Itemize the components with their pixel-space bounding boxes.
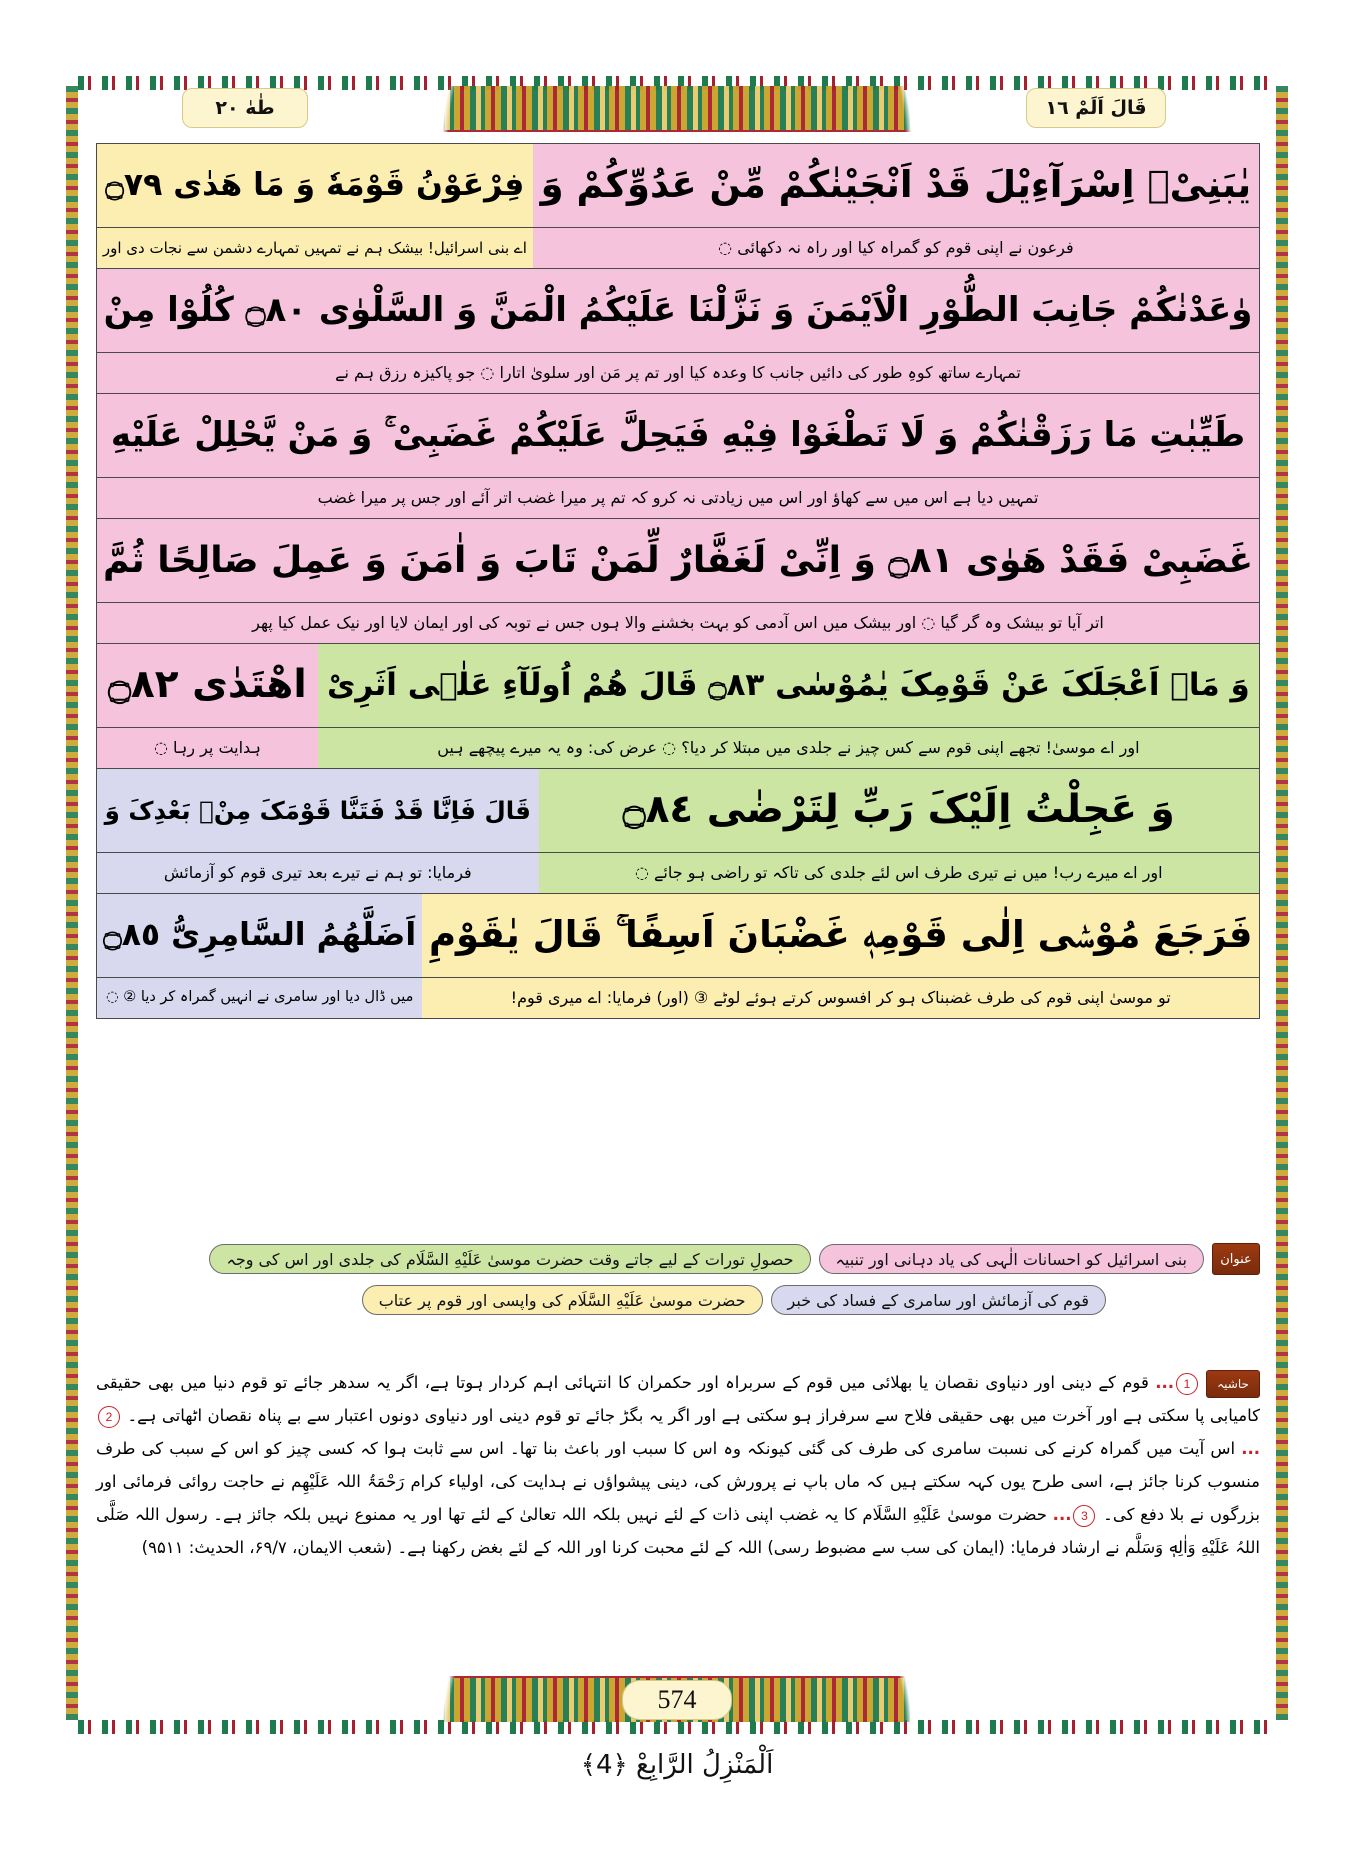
ayah-text: فِرْعَوْنُ قَوْمَهٗ وَ مَا هَدٰی ۝٧٩ [105,166,525,203]
translation-text: اور اے موسیٰ! تجھے اپنی قوم سے کس چیز نے جلدی میں مبتلا کر دیا؟ ◌ عرض کی: وہ یہ میرے پیچھے ہیں [437,738,1140,758]
translation-row-7-segment-2 [97,978,422,1018]
footnote-marker[interactable]: 2 [98,1406,120,1428]
ayah-text: غَضَبِیْ فَقَدْ هَوٰی ۝٨١ وَ اِنِّیْ لَغَفَّارٌ لِّمَنْ تَابَ وَ اٰمَنَ وَ عَمِلَ صَالِحًا ثُمَّ [102,539,1254,581]
footnote-text: قوم کے دینی اور دنیاوی نقصان یا بھلائی میں قوم کے سربراہ اور حکمران کا انتہائی اہم کردار ہوتا ہے، اگر یہ سدھر جائے تو قوم دنیا میں بھی حقیقی کامیابی پا سکتی ہے اور آخرت میں بھی حقیقی فلاح سے سرفراز ہو سکتی ہے اور اگر یہ بگڑ جائے تو قوم دینی اور دنیاوی دونوں اعتبار سے بے پناہ نقصان اٹھاتی ہے۔ [96,1373,1260,1425]
ayah-row-1-segment-2 [97,144,533,227]
topic-pill[interactable]: حصولِ تورات کے لیے جاتے وقت حضرت موسیٰ عَلَیْهِ السَّلَام کی جلدی اور اس کی وجہ [209,1244,810,1274]
ayah-row-3 [96,393,1260,477]
translation-text: اے بنی اسرائیل! بیشک ہم نے تمہیں تمہارے دشمن سے نجات دی اور [102,238,527,257]
translation-row-3 [96,477,1260,518]
topic-line-1 [96,1243,1260,1275]
translation-row-1-segment-2 [97,228,533,268]
ayah-row-3-segment-1 [97,394,1259,477]
footnote-text: اس آیت میں گمراہ کرنے کی نسبت سامری کی طرف کی گئی کیونکہ وہ اس کا سبب اور باعث بنا تھا۔ اس سے ثابت ہوا کہ کسی چیز کو اس کے سبب کی طرف منسوب کرنا جائز ہے، اسی طرح یوں کہہ سکتے ہیں کہ ماں باپ نے پرورش کی، دینی پیشواؤں نے ہدایت کی، اولیاء کرام رَحْمَۃُ اللہ عَلَیْهِم نے حاجت روائی فرمائی اور بزرگوں نے بلا دفع کی۔ [96,1439,1260,1524]
manzil-label: اَلْمَنْزِلُ الرَّابِعْ ﴿4﴾ [580,1750,774,1780]
translation-row-2-segment-1 [97,353,1259,393]
ayah-text: وٰعَدْنٰکُمْ جَانِبَ الطُّوْرِ الْاَیْمَنَ وَ نَزَّلْنَا عَلَیْکُمُ الْمَنَّ وَ السَّلْوٰی ۝٨٠ کُلُوْا مِنْ [103,289,1253,330]
ayah-text: قَالَ فَاِنَّا قَدْ فَتَنَّا قَوْمَکَ مِنْۢ بَعْدِکَ وَ [104,795,531,825]
ayah-row-2 [96,268,1260,352]
translation-text: ہدایت پر رہا ◌ [153,738,261,758]
topic-pill[interactable]: حضرت موسیٰ عَلَیْهِ السَّلَام کی واپسی اور قوم پر عتاب [362,1285,763,1315]
ayah-row-7-segment-2 [97,894,422,977]
translation-text: تمہارے ساتھ کوہِ طور کی دائیں جانب کا وعدہ کیا اور تم پر مَن اور سلویٰ اتارا ◌ جو پاکیزہ رزق ہم نے [335,363,1021,383]
ayah-text: وَ عَجِلْتُ اِلَیْکَ رَبِّ لِتَرْضٰی ۝٨٤ [622,787,1175,833]
ayah-text: وَ مَاۤ اَعْجَلَکَ عَنْ قَوْمِکَ یٰمُوْسٰی ۝٨٣ قَالَ هُمْ اُولَآءِ عَلٰۤی اَثَرِیْ [326,667,1250,704]
footnotes-area [96,1366,1260,1564]
footnote-dots: ... [1241,1439,1260,1458]
ayah-row-5 [96,643,1260,727]
ayah-row-5-segment-1 [318,644,1259,727]
footnote-dots: ... [1155,1373,1174,1392]
topic-pill[interactable]: بنی اسرائیل کو احسانات الٰہی کی یاد دہانی اور تنبیہ [819,1244,1204,1274]
page-number: 574 [622,1680,732,1720]
translation-text: اور اے میرے رب! میں نے تیری طرف اس لئے جلدی کی تاکہ تو راضی ہو جائے ◌ [634,863,1163,883]
ayah-row-5-segment-2 [97,644,318,727]
haashiya-badge: حاشیہ [1206,1370,1260,1398]
ayah-text: طَیِّبٰتِ مَا رَزَقْنٰکُمْ وَ لَا تَطْغَوْا فِیْهِ فَیَحِلَّ عَلَیْکُمْ غَضَبِیْ ۚ وَ مَنْ یَّحْلِلْ عَلَیْهِ [110,414,1246,455]
ayah-row-6 [96,768,1260,852]
footnote-marker[interactable]: 3 [1073,1505,1095,1527]
surah-name-cartouche: طٰهٰ ٢٠ [182,88,308,128]
bottom-ornament-teeth [78,1720,1276,1734]
translation-row-3-segment-1 [97,478,1259,518]
footnote-dots: ... [1052,1505,1072,1524]
translation-row-5 [96,727,1260,768]
footnote-paragraph [96,1366,1260,1564]
translation-row-6-segment-1 [539,853,1259,893]
footnote-text: حضرت موسیٰ عَلَیْهِ السَّلَام کا یہ غضب اپنی ذات کے لئے نہیں بلکہ اللہ تعالیٰ کے لئے تھا اور یہ ممنوع نہیں بلکہ جائز ہے۔ رسول اللہ صَلَّی اللہُ عَلَیْهِ وَاٰلِهٖ وَسَلَّم نے ارشاد فرمایا: (ایمان کی سب سے مضبوط رسی) اللہ کے لئے محبت کرنا اور اللہ کے لئے بغض رکھنا ہے۔ (شعب الایمان، ۶۹/۷، الحدیث: ۹۵۱۱) [96,1505,1260,1557]
translation-text: فرمایا: تو ہم نے تیرے بعد تیری قوم کو آزمائش [163,863,472,883]
ayah-row-6-segment-1 [539,769,1259,852]
topic-line-2 [96,1285,1260,1315]
translation-row-4-segment-1 [97,603,1259,643]
translation-text: فرعون نے اپنی قوم کو گمراہ کیا اور راہ نہ دکھائی ◌ [718,238,1074,258]
ayah-text: فَرَجَعَ مُوْسٰۤی اِلٰی قَوْمِهٖ غَضْبَانَ اَسِفًا ۚ قَالَ یٰقَوْمِ [428,913,1253,957]
translation-text: تو موسیٰ اپنی قوم کی طرف غضبناک ہو کر افسوس کرتے ہوئے لوٹے ③ (اور) فرمایا: اے میری قوم! [510,988,1171,1008]
verse-content-area [96,143,1260,1019]
ayah-row-7 [96,893,1260,977]
ayah-text: یٰبَنِیْۤ اِسْرَآءِیْلَ قَدْ اَنْجَیْنٰکُمْ مِّنْ عَدُوِّکُمْ وَ [540,163,1252,207]
unwan-badge: عنوان [1212,1243,1260,1275]
right-border-ornament [1276,86,1288,1720]
ayah-row-1-segment-1 [533,144,1259,227]
translation-row-6-segment-2 [97,853,539,893]
ayah-row-1 [96,143,1260,227]
translation-row-2 [96,352,1260,393]
para-name-cartouche: قَالَ اَلَمْ ١٦ [1026,88,1166,128]
translation-row-7 [96,977,1260,1019]
translation-text: اتر آیا تو بیشک وہ گر گیا ◌ اور بیشک میں اس آدمی کو بہت بخشنے والا ہوں جس نے توبہ کی اور ایمان لایا اور نیک عمل کیا پھر [252,613,1104,633]
ayah-text: اهْتَدٰی ۝٨٢ [108,662,307,708]
translation-row-7-segment-1 [422,978,1259,1018]
ayah-row-4 [96,518,1260,602]
translation-row-5-segment-1 [318,728,1259,768]
translation-text: میں ڈال دیا اور سامری نے انہیں گمراہ کر دیا ② ◌ [106,989,414,1006]
translation-text: تمہیں دیا ہے اس میں سے کھاؤ اور اس میں زیادتی نہ کرو کہ تم پر میرا غضب اتر آئے اور جس پر میرا غضب [317,488,1039,508]
ayah-text: اَضَلَّهُمُ السَّامِرِیُّ ۝٨٥ [103,916,417,953]
topic-headings-area [96,1243,1260,1325]
ayah-row-6-segment-2 [97,769,539,852]
translation-row-5-segment-2 [97,728,318,768]
left-border-ornament [66,86,78,1720]
footnote-marker[interactable]: 1 [1176,1373,1198,1395]
ayah-row-2-segment-1 [97,269,1259,352]
ayah-row-7-segment-1 [422,894,1259,977]
translation-row-4 [96,602,1260,643]
topic-pill[interactable]: قوم کی آزمائش اور سامری کے فساد کی خبر [771,1285,1106,1315]
translation-row-6 [96,852,1260,893]
translation-row-1-segment-1 [533,228,1259,268]
ayah-row-4-segment-1 [97,519,1259,602]
translation-row-1 [96,227,1260,268]
